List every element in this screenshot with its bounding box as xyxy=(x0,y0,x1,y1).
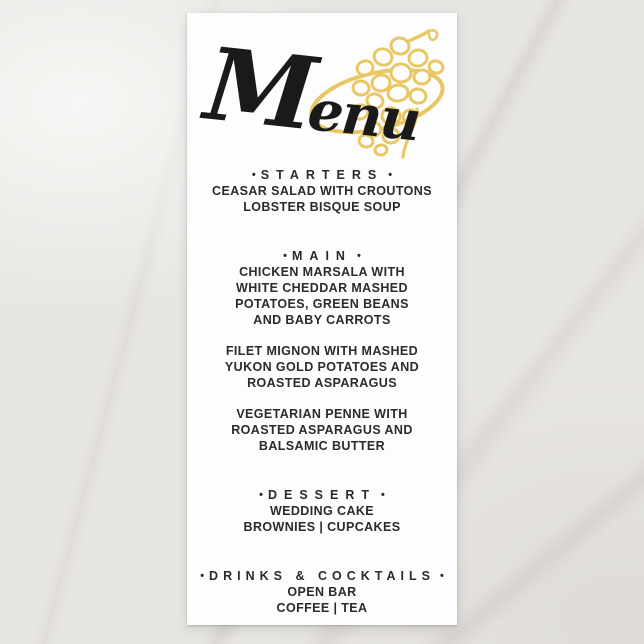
menu-item-line: AND BABY CARROTS xyxy=(253,313,391,327)
section-header xyxy=(187,568,457,584)
menu-title-rest: enu xyxy=(304,77,423,155)
menu-item-group xyxy=(187,264,457,328)
section-header xyxy=(187,487,457,503)
menu-item-line: YUKON GOLD POTATOES AND xyxy=(224,360,420,374)
bullet-icon: • xyxy=(439,570,444,582)
menu-item-line: BALSAMIC BUTTER xyxy=(258,439,386,453)
menu-section xyxy=(187,487,457,535)
section-header-label: DESSERT xyxy=(267,488,377,502)
menu-section xyxy=(187,568,457,616)
bullet-icon: • xyxy=(356,250,361,262)
menu-item-line: ROASTED ASPARAGUS AND xyxy=(231,423,413,437)
menu-title-initial: M xyxy=(199,24,317,153)
menu-item-line: WEDDING CAKE xyxy=(269,504,375,518)
menu-item-line: FILET MIGNON WITH MASHED xyxy=(225,344,419,358)
menu-card xyxy=(187,13,457,625)
section-header-label: STARTERS xyxy=(260,168,384,182)
bullet-icon: • xyxy=(381,489,385,501)
menu-sections xyxy=(187,167,457,616)
menu-item-group xyxy=(187,343,457,391)
menu-section xyxy=(187,167,457,215)
section-header-label: MAIN xyxy=(292,249,352,263)
menu-item-line: VEGETARIAN PENNE WITH xyxy=(236,407,408,421)
bullet-icon: • xyxy=(251,169,256,181)
menu-item-line: CEASAR SALAD WITH CROUTONS xyxy=(212,184,432,198)
menu-item-group xyxy=(187,503,457,535)
menu-item-group xyxy=(187,584,457,616)
menu-item-line: CHICKEN MARSALA WITH xyxy=(239,265,405,279)
section-header-label: DRINKS & COCKTAILS xyxy=(209,569,435,583)
menu-title xyxy=(198,24,425,182)
menu-item-group xyxy=(187,406,457,454)
menu-item-line: LOBSTER BISQUE SOUP xyxy=(243,200,401,214)
bullet-icon: • xyxy=(200,570,205,582)
bullet-icon: • xyxy=(283,250,288,262)
menu-item-line: COFFEE | TEA xyxy=(276,601,368,615)
menu-item-line: OPEN BAR xyxy=(287,585,357,599)
bullet-icon: • xyxy=(259,489,263,501)
menu-section xyxy=(187,248,457,454)
menu-item-line: POTATOES, GREEN BEANS xyxy=(235,297,409,311)
bullet-icon: • xyxy=(388,169,393,181)
menu-item-line: BROWNIES | CUPCAKES xyxy=(243,520,401,534)
menu-item-group xyxy=(187,183,457,215)
menu-item-line: WHITE CHEDDAR MASHED xyxy=(236,281,408,295)
menu-item-line: ROASTED ASPARAGUS xyxy=(247,376,397,390)
section-header xyxy=(187,248,457,264)
